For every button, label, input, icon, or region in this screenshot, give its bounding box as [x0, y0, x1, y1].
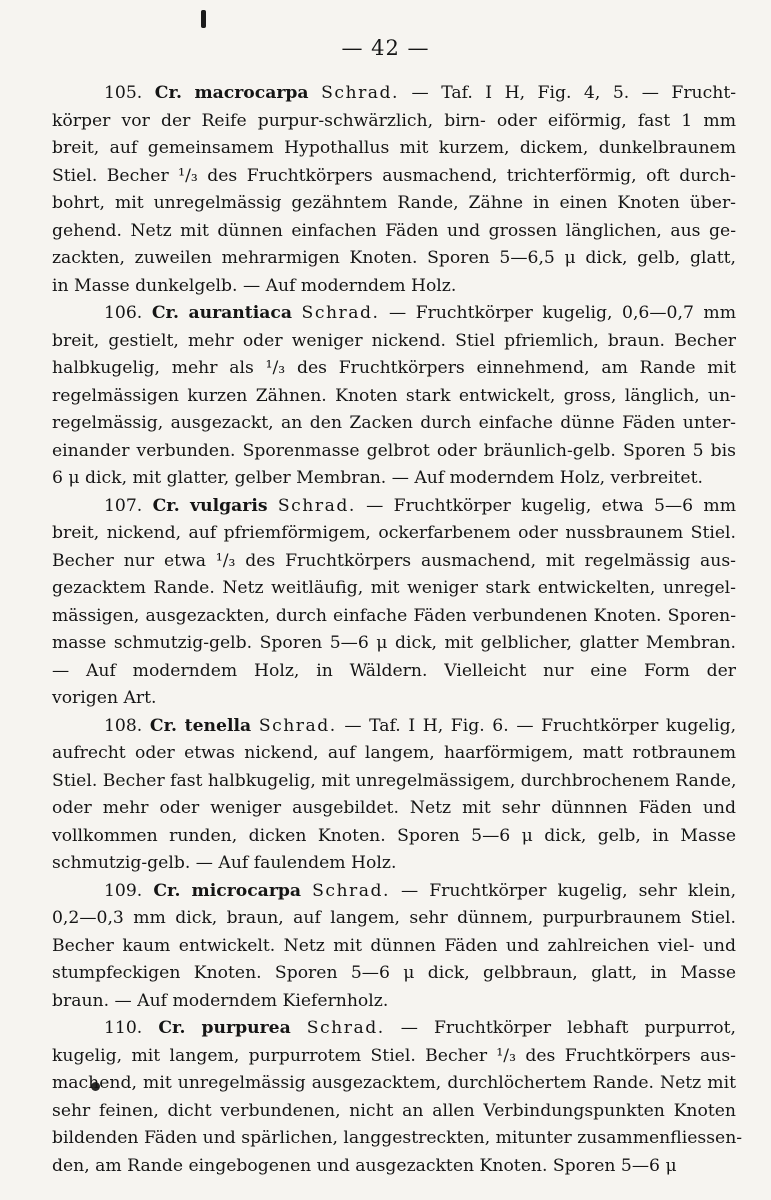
species-name: macrocarpa [194, 83, 309, 103]
species-name: purpurea [201, 1018, 291, 1038]
text-line: gezacktem Rande. Netz weitläufig, mit weniger stark entwickelten, unregel- [52, 578, 736, 598]
text-line: regelmässig, ausgezackt, an den Zacken durch einfache dünne Fäden unter- [52, 413, 736, 433]
species-entry [52, 80, 736, 300]
genus-name: Cr. [154, 83, 182, 103]
entry-heading-line [52, 80, 736, 108]
text-line: zackten, zuweilen mehrarmigen Knoten. Sporen 5—6,5 μ dick, gelb, glatt, [52, 248, 736, 268]
genus-name: Cr. [149, 715, 178, 736]
text-line: Becher kaum entwickelt. Netz mit dünnen Fäden und zahlreichen viel- und [52, 935, 736, 956]
species-entry [52, 493, 736, 713]
entry-number: 106. [104, 303, 143, 323]
species-entry [52, 713, 736, 878]
text-line: vorigen Art. [52, 688, 157, 708]
text-line: sehr feinen, dicht verbundenen, nicht an allen Verbindungspunkten Knoten [52, 1100, 736, 1121]
author-abbrev: Schrad. [277, 495, 356, 516]
species-entry [52, 1015, 743, 1180]
genus-name: Cr. [158, 1018, 186, 1038]
entry-number: 107. [104, 495, 143, 516]
text-line: machend, mit unregelmässig ausgezacktem, durchlöchertem Rande. Netz mit [52, 1073, 736, 1093]
species-name: tenella [184, 715, 252, 736]
text-line: körper vor der Reife purpur-schwärzlich, birn- oder eiförmig, fast 1 mm [52, 110, 736, 131]
species-name: vulgaris [190, 495, 268, 516]
text-line: aufrecht oder etwas nickend, auf langem, haarförmigem, matt rotbraunem [52, 743, 736, 763]
entry-text: — Fruchtkörper kugelig, 0,6—0,7 mm [388, 303, 737, 323]
text-line: stumpfeckigen Knoten. Sporen 5—6 μ dick, gelbbraun, glatt, in Masse [52, 963, 736, 983]
author-abbrev: Schrad. [321, 83, 399, 103]
text-line: Stiel. Becher ¹/₃ des Fruchtkörpers ausmachend, trichterförmig, oft durch- [52, 165, 736, 186]
text-line: einander verbunden. Sporenmasse gelbrot oder bräunlich-gelb. Sporen 5 bis [52, 440, 736, 461]
text-line: den, am Rande eingebogenen und ausgezackten Knoten. Sporen 5—6 μ [52, 1155, 677, 1176]
species-name: aurantiaca [188, 303, 293, 323]
entry-heading-line [52, 713, 736, 741]
text-line: Becher nur etwa ¹/₃ des Fruchtkörpers ausmachend, mit regelmässig aus- [52, 550, 736, 571]
author-abbrev: Schrad. [312, 880, 390, 901]
page-text [52, 80, 743, 1180]
text-line: breit, nickend, auf pfriemförmigem, ockerfarbenem oder nussbraunem Stiel. [52, 523, 736, 543]
entry-heading-line [52, 1015, 736, 1043]
entry-number: 109. [104, 880, 143, 901]
text-line: breit, auf gemeinsamem Hypothallus mit kurzem, dickem, dunkelbraunem [52, 138, 736, 158]
entry-text: — Taf. I H, Fig. 4, 5. — Frucht- [411, 83, 737, 103]
entry-text: — Fruchtkörper kugelig, etwa 5—6 mm [366, 495, 737, 516]
text-line: breit, gestielt, mehr oder weniger nickend. Stiel pfriemlich, braun. Becher [52, 330, 736, 351]
text-line: — Auf moderndem Holz, in Wäldern. Vielleicht nur eine Form der [52, 660, 736, 681]
entry-heading-line [52, 878, 736, 906]
text-line: schmutzig-gelb. — Auf faulendem Holz. [52, 853, 397, 873]
entry-text: — Taf. I H, Fig. 6. — Fruchtkörper kugelig, [344, 715, 737, 736]
text-line: masse schmutzig-gelb. Sporen 5—6 μ dick, mit gelblicher, glatter Membran. [52, 633, 736, 653]
entry-text: — Fruchtkörper lebhaft purpurrot, [400, 1018, 736, 1038]
species-entry [52, 300, 736, 493]
text-line: in Masse dunkelgelb. — Auf moderndem Holz. [52, 275, 457, 296]
author-abbrev: Schrad. [301, 303, 380, 323]
species-name: microcarpa [191, 880, 302, 901]
text-line: 6 μ dick, mit glatter, gelber Membran. — Auf moderndem Holz, verbreitet. [52, 468, 703, 488]
author-abbrev: Schrad. [306, 1018, 385, 1038]
text-line: mässigen, ausgezackten, durch einfache Fäden verbundenen Knoten. Sporen- [52, 605, 736, 626]
text-line: vollkommen runden, dicken Knoten. Sporen 5—6 μ dick, gelb, in Masse [52, 825, 736, 846]
entry-heading-line [52, 300, 736, 328]
genus-name: Cr. [151, 303, 179, 323]
genus-name: Cr. [152, 495, 180, 516]
text-line: oder mehr oder weniger ausgebildet. Netz mit sehr dünnnen Fäden und [52, 798, 736, 818]
text-line: braun. — Auf moderndem Kiefernholz. [52, 990, 389, 1011]
entry-heading-line [52, 493, 736, 521]
entry-number: 105. [104, 83, 143, 103]
text-line: gehend. Netz mit dünnen einfachen Fäden und grossen länglichen, aus ge- [52, 220, 736, 241]
page-number: — 42 — [341, 36, 430, 60]
species-entry [52, 878, 736, 1016]
text-line: bohrt, mit unregelmässig gezähntem Rande, Zähne in einen Knoten über- [52, 193, 736, 213]
text-line: regelmässigen kurzen Zähnen. Knoten stark entwickelt, gross, länglich, un- [52, 385, 736, 406]
entry-number: 110. [104, 1018, 143, 1038]
genus-name: Cr. [153, 880, 181, 901]
ink-speck [201, 10, 206, 28]
text-line: halbkugelig, mehr als ¹/₃ des Fruchtkörpers einnehmend, am Rande mit [52, 358, 736, 378]
text-line: bildenden Fäden und spärlichen, langgestreckten, mitunter zusammenfliessen- [52, 1128, 743, 1148]
entry-text: — Fruchtkörper kugelig, sehr klein, [401, 880, 737, 901]
author-abbrev: Schrad. [258, 715, 337, 736]
entry-number: 108. [104, 715, 143, 736]
text-line: 0,2—0,3 mm dick, braun, auf langem, sehr dünnem, purpurbraunem Stiel. [52, 908, 736, 928]
text-line: kugelig, mit langem, purpurrotem Stiel. Becher ¹/₃ des Fruchtkörpers aus- [52, 1045, 736, 1066]
text-line: Stiel. Becher fast halbkugelig, mit unregelmässigem, durchbrochenem Rande, [52, 770, 737, 791]
